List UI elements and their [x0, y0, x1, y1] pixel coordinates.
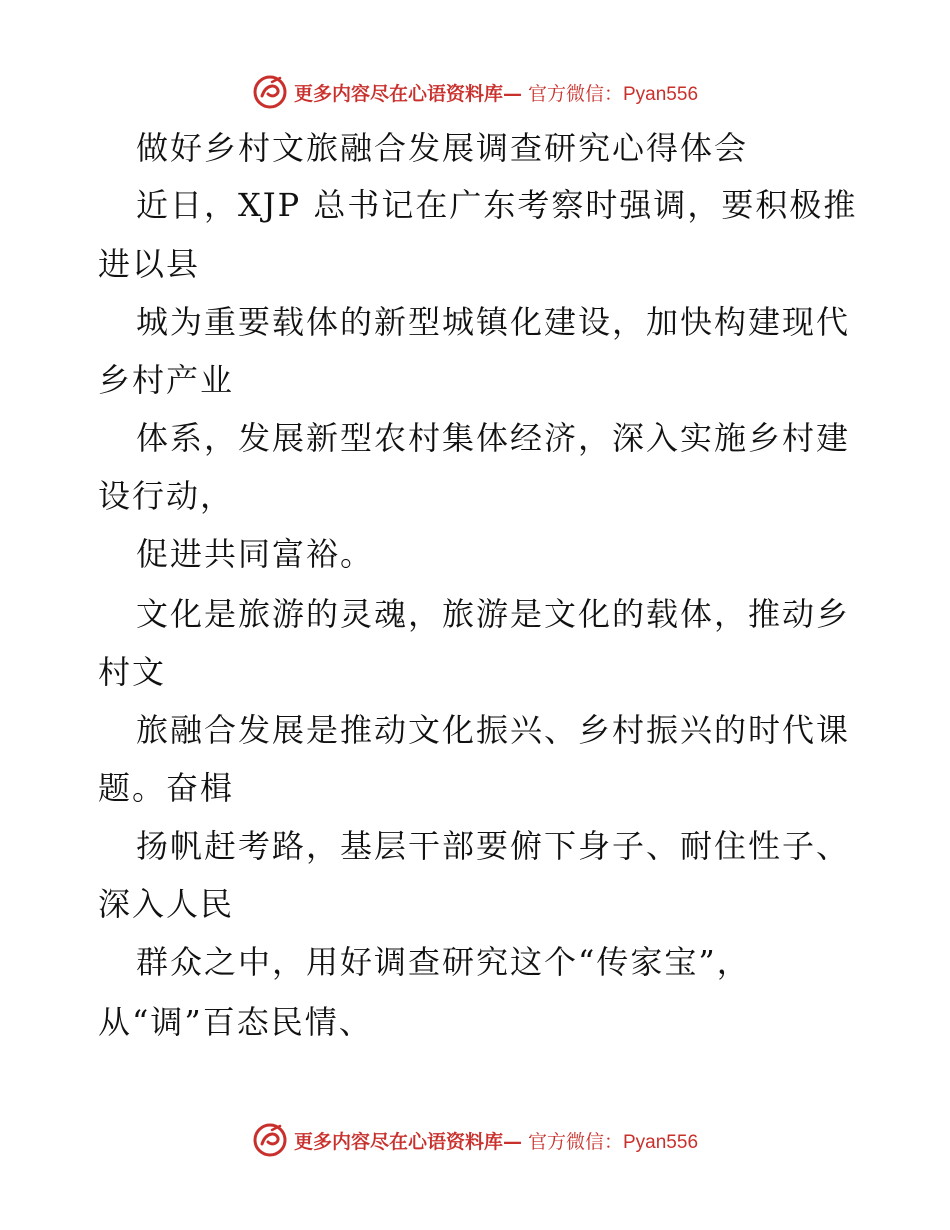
watermark-wechat: 官方微信：Pyan556 [528, 83, 699, 105]
watermark-wechat: 官方微信：Pyan556 [528, 1131, 699, 1153]
text-line: 扬帆赶考路，基层干部要俯下身子、耐住性子、 [136, 827, 851, 865]
footer-watermark [0, 1120, 950, 1160]
watermark-text: 更多内容尽在心语资料库— [293, 82, 522, 105]
text-line: 近日，XJP 总书记在广东考察时强调，要积极推 [136, 186, 858, 224]
text-line: 乡村产业 [98, 361, 235, 399]
text-line: 体系，发展新型农村集体经济，深入实施乡村建 [136, 419, 851, 457]
text-line: 群众之中，用好调查研究这个“传家宝”， [136, 943, 751, 981]
text-line: 深入人民 [98, 885, 235, 923]
swirl-seal-icon [252, 1122, 288, 1158]
text-line: 城为重要载体的新型城镇化建设，加快构建现代 [136, 303, 851, 341]
text-line: 设行动， [98, 477, 235, 515]
header-watermark [0, 72, 950, 112]
text-line: 旅融合发展是推动文化振兴、乡村振兴的时代课 [136, 711, 851, 749]
text-line: 题。奋楫 [98, 769, 235, 807]
text-line: 村文 [98, 653, 167, 691]
document-title: 做好乡村文旅融合发展调查研究心得体会 [136, 129, 749, 167]
watermark-text: 更多内容尽在心语资料库— [293, 1130, 522, 1153]
text-line: 促进共同富裕。 [136, 535, 375, 573]
text-line: 文化是旅游的灵魂，旅游是文化的载体，推动乡 [136, 595, 851, 633]
text-line: 从“调”百态民情、 [98, 1003, 373, 1041]
swirl-seal-icon [252, 74, 288, 110]
text-line: 进以县 [98, 245, 201, 283]
